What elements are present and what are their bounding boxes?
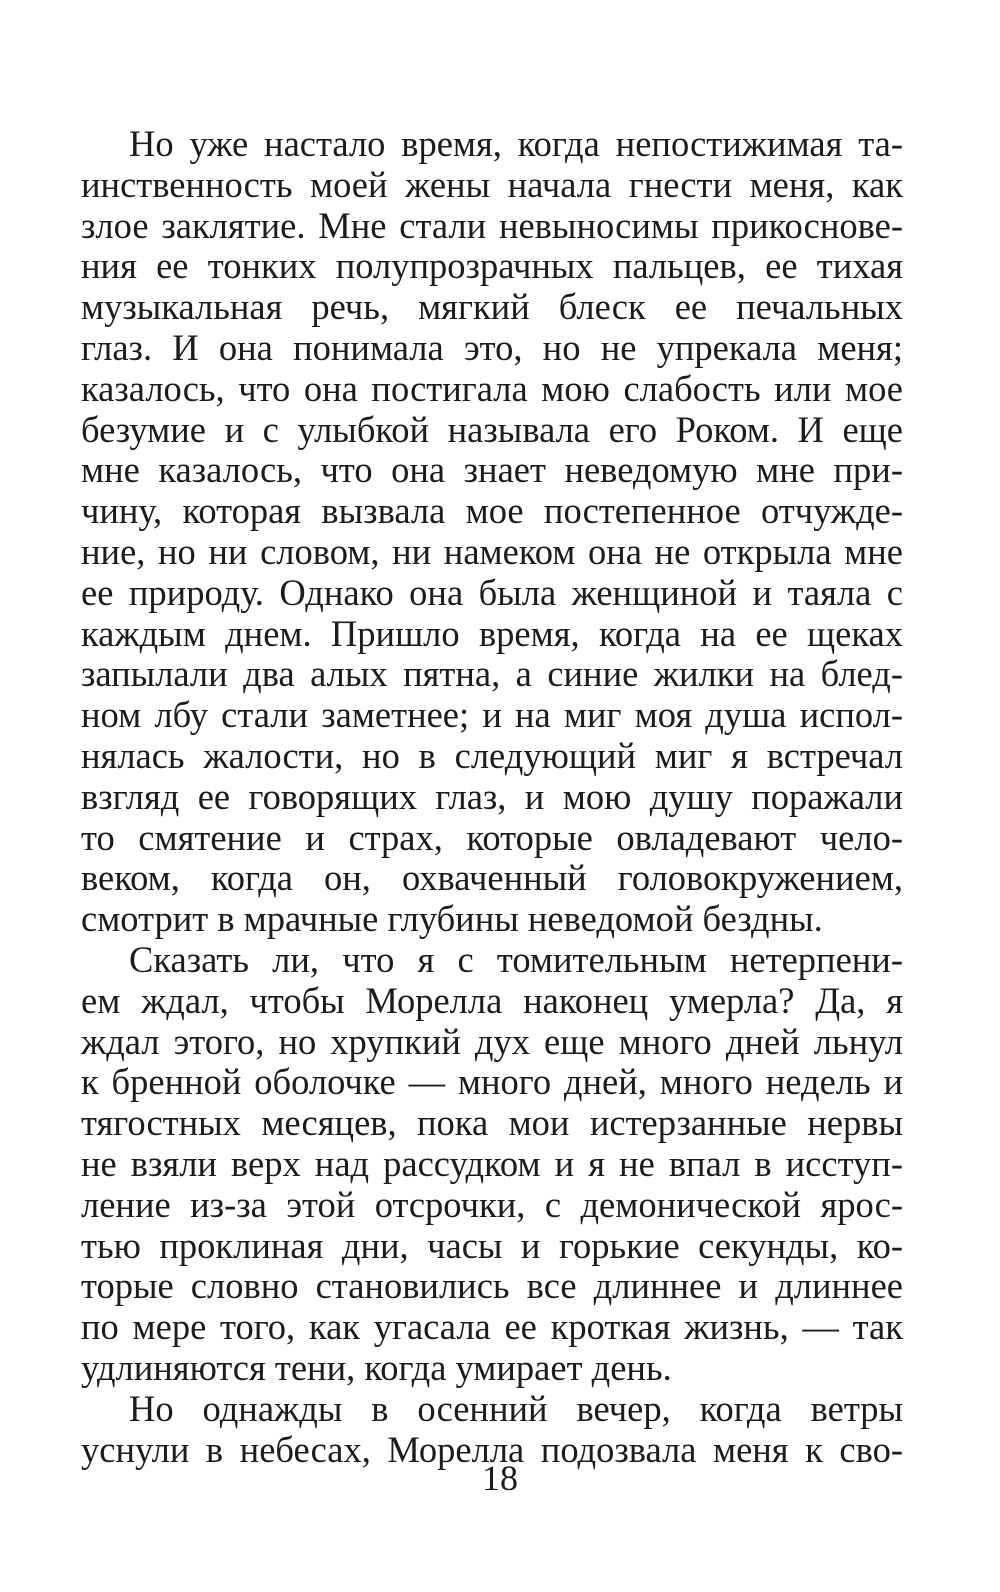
text-line: чину, которая вызвала мое постепенное отчужде- — [81, 490, 903, 532]
text-line: тью проклиная дни, часы и горькие секунды, ко- — [81, 1224, 903, 1266]
body-text — [81, 124, 903, 1470]
text-line: каждым днем. Пришло время, когда на ее щеках — [81, 612, 903, 654]
text-line: казалось, что она постигала мою слабость или мое — [81, 367, 903, 409]
text-line: не взяли верх над рассудком и я не впал в исступ- — [81, 1142, 903, 1184]
text-line: глаз. И она понимала это, но не упрекала меня; — [81, 326, 903, 368]
text-line: Но уже настало время, когда непостижимая та- — [129, 123, 903, 164]
text-line: запылали два алых пятна, а синие жилки на блед- — [81, 653, 903, 695]
text-line: смотрит в мрачные глубины неведомой бездны. — [81, 898, 823, 940]
text-line: уснули в небесах, Морелла подозвала меня к сво- — [81, 1428, 903, 1470]
text-line: нялась жалости, но в следующий миг я встречал — [81, 734, 903, 776]
text-line: безумие и с улыбкой называла его Роком. И еще — [81, 408, 903, 450]
text-line: по мере того, как угасала ее кроткая жизнь, — так — [81, 1306, 903, 1348]
page-number: 18 — [482, 1458, 518, 1498]
text-line: ния ее тонких полупрозрачных пальцев, ее тихая — [81, 245, 903, 287]
text-line: злое заклятие. Мне стали невыносимы прикоснове- — [81, 204, 903, 246]
text-line: к бренной оболочке — много дней, много недель и — [81, 1061, 903, 1103]
text-line: ем ждал, чтобы Морелла наконец умерла? Да, я — [81, 979, 903, 1021]
text-line: Сказать ли, что я с томительным нетерпени- — [129, 938, 903, 980]
text-line: взгляд ее говорящих глаз, и мою душу поражали — [81, 775, 903, 817]
text-line: инственность моей жены начала гнести меня, как — [81, 163, 903, 205]
text-line: мне казалось, что она знает неведомую мне при- — [81, 449, 903, 491]
text-line: ном лбу стали заметнее; и на миг моя душа испол- — [81, 694, 903, 736]
text-line: ление из-за этой отсрочки, с демонической ярос- — [81, 1183, 903, 1225]
text-line: торые словно становились все длиннее и длиннее — [81, 1265, 903, 1307]
text-line: Но однажды в осенний вечер, когда ветры — [129, 1387, 903, 1429]
text-line: ее природу. Однако она была женщиной и таяла с — [81, 571, 903, 613]
text-line: то смятение и страх, которые овладевают чело- — [81, 816, 903, 858]
text-line: удлиняются тени, когда умирает день. — [81, 1346, 672, 1388]
text-line: ждал этого, но хрупкий дух еще много дней льнул — [81, 1020, 903, 1062]
text-line: тягостных месяцев, пока мои истерзанные нервы — [81, 1102, 903, 1144]
text-line: музыкальная речь, мягкий блеск ее печальных — [81, 286, 903, 328]
text-line: веком, когда он, охваченный головокружением, — [81, 857, 903, 899]
text-line: ние, но ни словом, ни намеком она не открыла мне — [81, 530, 903, 572]
